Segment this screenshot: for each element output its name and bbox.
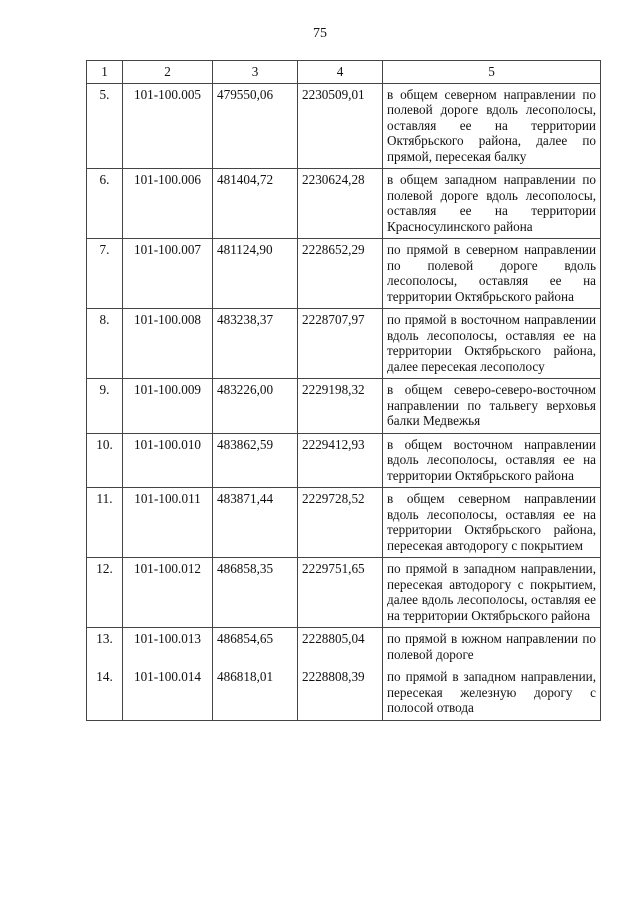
row-number: 7. [87, 239, 123, 309]
coordinate-y: 2230624,28 [298, 169, 383, 239]
boundary-description: по прямой в восточном направлении вдоль лесополосы, оставляя ее на территории Октябрьского района, далее пересекая лесополосу [383, 309, 601, 379]
table-row [87, 488, 601, 558]
coordinate-y: 2229728,52 [298, 488, 383, 558]
coordinate-y: 2228808,39 [298, 666, 383, 720]
page-number: 75 [313, 26, 327, 41]
coordinate-x: 481404,72 [213, 169, 298, 239]
row-number: 5. [87, 83, 123, 169]
coordinate-y: 2229412,93 [298, 433, 383, 488]
point-code: 101-100.007 [123, 239, 213, 309]
row-number: 9. [87, 379, 123, 434]
row-number: 8. [87, 309, 123, 379]
table-row [87, 666, 601, 720]
point-code: 101-100.008 [123, 309, 213, 379]
point-code: 101-100.014 [123, 666, 213, 720]
coordinate-x: 483871,44 [213, 488, 298, 558]
table-row [87, 169, 601, 239]
point-code: 101-100.010 [123, 433, 213, 488]
boundary-description: по прямой в северном направлении по полевой дороге вдоль лесополосы, оставляя ее на территории Октябрьского района [383, 239, 601, 309]
table-row [87, 558, 601, 628]
coordinate-x: 486858,35 [213, 558, 298, 628]
boundary-description: по прямой в южном направлении по полевой дороге [383, 628, 601, 667]
header-col-1: 1 [87, 61, 123, 84]
coordinate-y: 2229751,65 [298, 558, 383, 628]
header-col-5: 5 [383, 61, 601, 84]
row-number: 14. [87, 666, 123, 720]
row-number: 12. [87, 558, 123, 628]
coordinate-x: 486854,65 [213, 628, 298, 667]
boundary-description: по прямой в западном направлении, пересекая автодорогу с покрытием, далее вдоль лесополосы, оставляя ее на территории Октябрьского района [383, 558, 601, 628]
boundary-description: в общем северном направлении вдоль лесополосы, оставляя ее на территории Октябрьского района, пересекая автодорогу с покрытием [383, 488, 601, 558]
row-number: 6. [87, 169, 123, 239]
header-col-4: 4 [298, 61, 383, 84]
coordinate-x: 479550,06 [213, 83, 298, 169]
point-code: 101-100.012 [123, 558, 213, 628]
table-row [87, 433, 601, 488]
row-number: 10. [87, 433, 123, 488]
coordinate-x: 486818,01 [213, 666, 298, 720]
table-row [87, 628, 601, 667]
table-row [87, 239, 601, 309]
coordinate-x: 483238,37 [213, 309, 298, 379]
table-row [87, 379, 601, 434]
point-code: 101-100.009 [123, 379, 213, 434]
coordinate-y: 2228652,29 [298, 239, 383, 309]
table-row [87, 309, 601, 379]
row-number: 11. [87, 488, 123, 558]
point-code: 101-100.013 [123, 628, 213, 667]
coordinate-y: 2230509,01 [298, 83, 383, 169]
point-code: 101-100.005 [123, 83, 213, 169]
row-number: 13. [87, 628, 123, 667]
boundary-description: в общем западном направлении по полевой дороге вдоль лесополосы, оставляя ее на территории Красносулинского района [383, 169, 601, 239]
coordinate-y: 2228805,04 [298, 628, 383, 667]
header-col-3: 3 [213, 61, 298, 84]
boundary-description: по прямой в западном направлении, пересекая железную дорогу с полосой отвода [383, 666, 601, 720]
coordinate-x: 481124,90 [213, 239, 298, 309]
boundary-description: в общем северном направлении по полевой дороге вдоль лесополосы, оставляя ее на территории Октябрьского района, далее по прямой, пересекая балку [383, 83, 601, 169]
table-header-row [87, 61, 601, 84]
boundary-table [86, 60, 601, 721]
boundary-description: в общем северо-северо-восточном направлении по тальвегу верховья балки Медвежья [383, 379, 601, 434]
header-col-2: 2 [123, 61, 213, 84]
coordinate-x: 483226,00 [213, 379, 298, 434]
point-code: 101-100.011 [123, 488, 213, 558]
table-row [87, 83, 601, 169]
coordinate-y: 2229198,32 [298, 379, 383, 434]
coordinate-x: 483862,59 [213, 433, 298, 488]
point-code: 101-100.006 [123, 169, 213, 239]
boundary-description: в общем восточном направлении вдоль лесополосы, оставляя ее на территории Октябрьского района [383, 433, 601, 488]
coordinate-y: 2228707,97 [298, 309, 383, 379]
